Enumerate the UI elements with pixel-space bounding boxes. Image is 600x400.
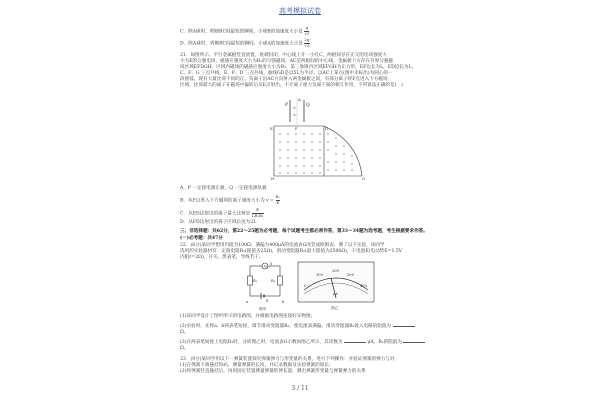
fraction-numerator: B₁ [275, 194, 281, 200]
q22-sub-3-unit: Ω。 [180, 346, 189, 352]
answer-blank[interactable] [344, 338, 366, 343]
q21-line: 区域，比荷最大的离子在磁场中偏转后从E点射出，不计离子重力及离子间的相互作用，下列说法正确的是( ) [180, 83, 403, 89]
q22-subquestions [180, 314, 425, 352]
q22-line: 内阻r=2Ω)，开关，黑表笔，导线若干。 [180, 255, 264, 261]
q22-circuit-diagram [244, 262, 290, 312]
answer-blank[interactable] [403, 338, 425, 343]
section3-subtitle: (一)必考题：共47分 [180, 236, 223, 241]
resistor-r1-label: R₁ [253, 279, 258, 283]
field-region-square [274, 126, 324, 176]
q21-line: 小为E的匀强电场，磁感应强度大小为B₁的匀强磁场，AC是两板间的中心线，金属板下方存在有界匀强磁 [180, 59, 393, 65]
q22-line: 选用的实验器材有：定值电阻R₁(阻值为25Ω)，滑动变阻器R₂(最大阻值为2500Ω)，干电池E(电动势E=1.5V [180, 249, 403, 255]
scale-label-200: 200 [332, 269, 339, 273]
q21-line: 段圆弧，现有大量比荷不同的正、负离子沿AC方向射入两金属板之间，有部分离子经F点进入下方磁场 [180, 77, 388, 83]
svg-text:×: × [293, 113, 296, 117]
q20-option-c [180, 26, 309, 36]
resistor-r2-symbol [278, 276, 283, 285]
q22-line: 22．(6分)某同学想用内阻为100Ω、满偏为400μA的电流表G改装成欧姆表，测了以下实验，该同学 [180, 243, 385, 248]
scale-label-100: 100 [316, 273, 323, 277]
point-label-g: G [362, 176, 366, 181]
q20-option-c-fraction [304, 26, 309, 36]
q20-option-d-text: D．除A球时，剪断BC间最短的瞬间，小球A的加速度大小是 [180, 41, 303, 47]
point-label-a: A [298, 97, 301, 102]
q22-sub-2-text: (2)实验时，先将a、b两表笔短接，调节滑动变阻器R₂，使电流表满偏，滑动变阻器R₂接入电路的阻值为 [180, 324, 392, 330]
q21-stem [180, 53, 416, 90]
point-label-d: D [325, 126, 329, 131]
point-label-h: H [271, 176, 275, 181]
fraction-denominator: LB₁B₂ [251, 212, 264, 218]
figure-a-caption: 图甲 [259, 307, 267, 311]
q21-line: 场区域EFDGH，区域内磁场的磁感应强度大小为B₂，第三象限内区域EFGH为正方形，EF边长为L，ED边长为L， [180, 65, 417, 71]
q21-option-c [180, 208, 280, 218]
meter-unit: μA [333, 292, 338, 296]
fraction-numerator: g [305, 25, 309, 30]
page-number: 3 / 11 [291, 385, 309, 392]
fraction-denominator: E [276, 199, 280, 205]
scale-label-0: 0 [304, 284, 307, 288]
q22-sub-3-text-b: μA，R₁的阻值为 [367, 340, 402, 346]
fraction-denominator: √3 [304, 42, 310, 48]
plate-label-p: P [285, 103, 289, 108]
point-label-f: F [295, 126, 298, 131]
q23-line: (1)在弹簧下端悬挂钩码，测量弹簧的长度，并记录数据及实验弹簧的原长； [180, 363, 334, 369]
point-label-e: E [270, 126, 273, 131]
q21-line: 21．如图所示，平行金属板竖直放置，底端封闭，中心线上开一小孔C，两板间存在正交的电场强度大 [180, 53, 387, 58]
field-dots [279, 133, 352, 173]
plate-field-marks [293, 106, 296, 117]
answer-blank[interactable] [393, 322, 415, 327]
fraction-numerator: E [252, 208, 264, 214]
q21-option-a: A．P 一定接电源正极，Q 一定接电源负极 [180, 186, 267, 191]
q22-meter-dial [296, 260, 376, 312]
q22-sub-3 [180, 338, 425, 346]
meter-frame [298, 262, 374, 302]
fraction-numerator: 2g [304, 37, 310, 42]
q20-option-c-text: C．除A球时，剪断BC间最短的瞬间，小球B的加速度大小是 [180, 29, 303, 35]
svg-text:×: × [293, 106, 296, 110]
resistor-r1-symbol [248, 276, 253, 285]
q21-line: C、F、G 三点共线，E、F、D 三点共线，曲线GD是以5L为半径、以AC上某点(图中未标出)为圆心的一 [180, 71, 393, 77]
q22-sub-1: (1)该同学设计了图甲所示的电路图，并根据电路图连接好实物图； [180, 314, 316, 319]
battery-label: E [266, 299, 269, 303]
fraction-denominator: √3 [304, 30, 310, 36]
q21-option-b [180, 195, 280, 205]
plate-label-q: Q [306, 103, 310, 108]
figure-b-caption: 图乙 [331, 306, 339, 310]
q21-option-c-fraction [252, 208, 264, 218]
q21-option-c-text: C．从ED边射出的离子最大比荷是 [180, 211, 251, 217]
q21-option-b-text: B．从F点进入下方磁场的离子速度大小为 v = [180, 198, 275, 204]
scale-label-400: 400 [360, 284, 367, 288]
resistor-r2-label: R₂ [271, 279, 276, 283]
terminal-b-label: b [282, 300, 285, 304]
q21-option-d: D．从FD边射出的离子区域长度为2L [180, 220, 257, 226]
q23-stem [180, 357, 394, 375]
q22-stem [180, 243, 402, 261]
switch-label: S [270, 262, 273, 266]
terminal-a-label: a [246, 300, 249, 304]
page-header-title[interactable]: 高考模拟试卷 [279, 7, 321, 15]
q23-line: (2)将弹簧竖直悬挂后，再用固定装置测量弹簧的伸长量，测出弹簧形变量与弹簧弹力的关系 [180, 369, 366, 375]
field-region-arc [324, 126, 362, 176]
q23-line: 23．(9分)某同学用以下一弹簧装置探究弹簧弹力与形变量的关系，进行下列操作：并验证弹簧的弹力与对 [180, 357, 395, 362]
q22-sub-2-unit: Ω。 [180, 330, 189, 336]
galvanometer-label: G [263, 263, 267, 269]
q22-sub-2 [180, 322, 425, 330]
scale-label-300: 300 [347, 273, 354, 277]
section3-title: 三、非选择题：共62分，第22～25题为必考题，每个试题考生都必须作答，第33～34题为选考题，考生根据要求作答。 [180, 229, 428, 234]
q21-options [180, 186, 280, 226]
q22-sub-3-text: (3)在两表笔间接上电阻R₁时，分析图乙时，电流表G示数如图乙所示，其读数为 [180, 340, 343, 346]
q21-field-diagram [262, 96, 372, 182]
q20-option-d [180, 38, 310, 48]
q20-option-d-fraction [304, 38, 309, 48]
q21-option-b-fraction [276, 195, 281, 205]
